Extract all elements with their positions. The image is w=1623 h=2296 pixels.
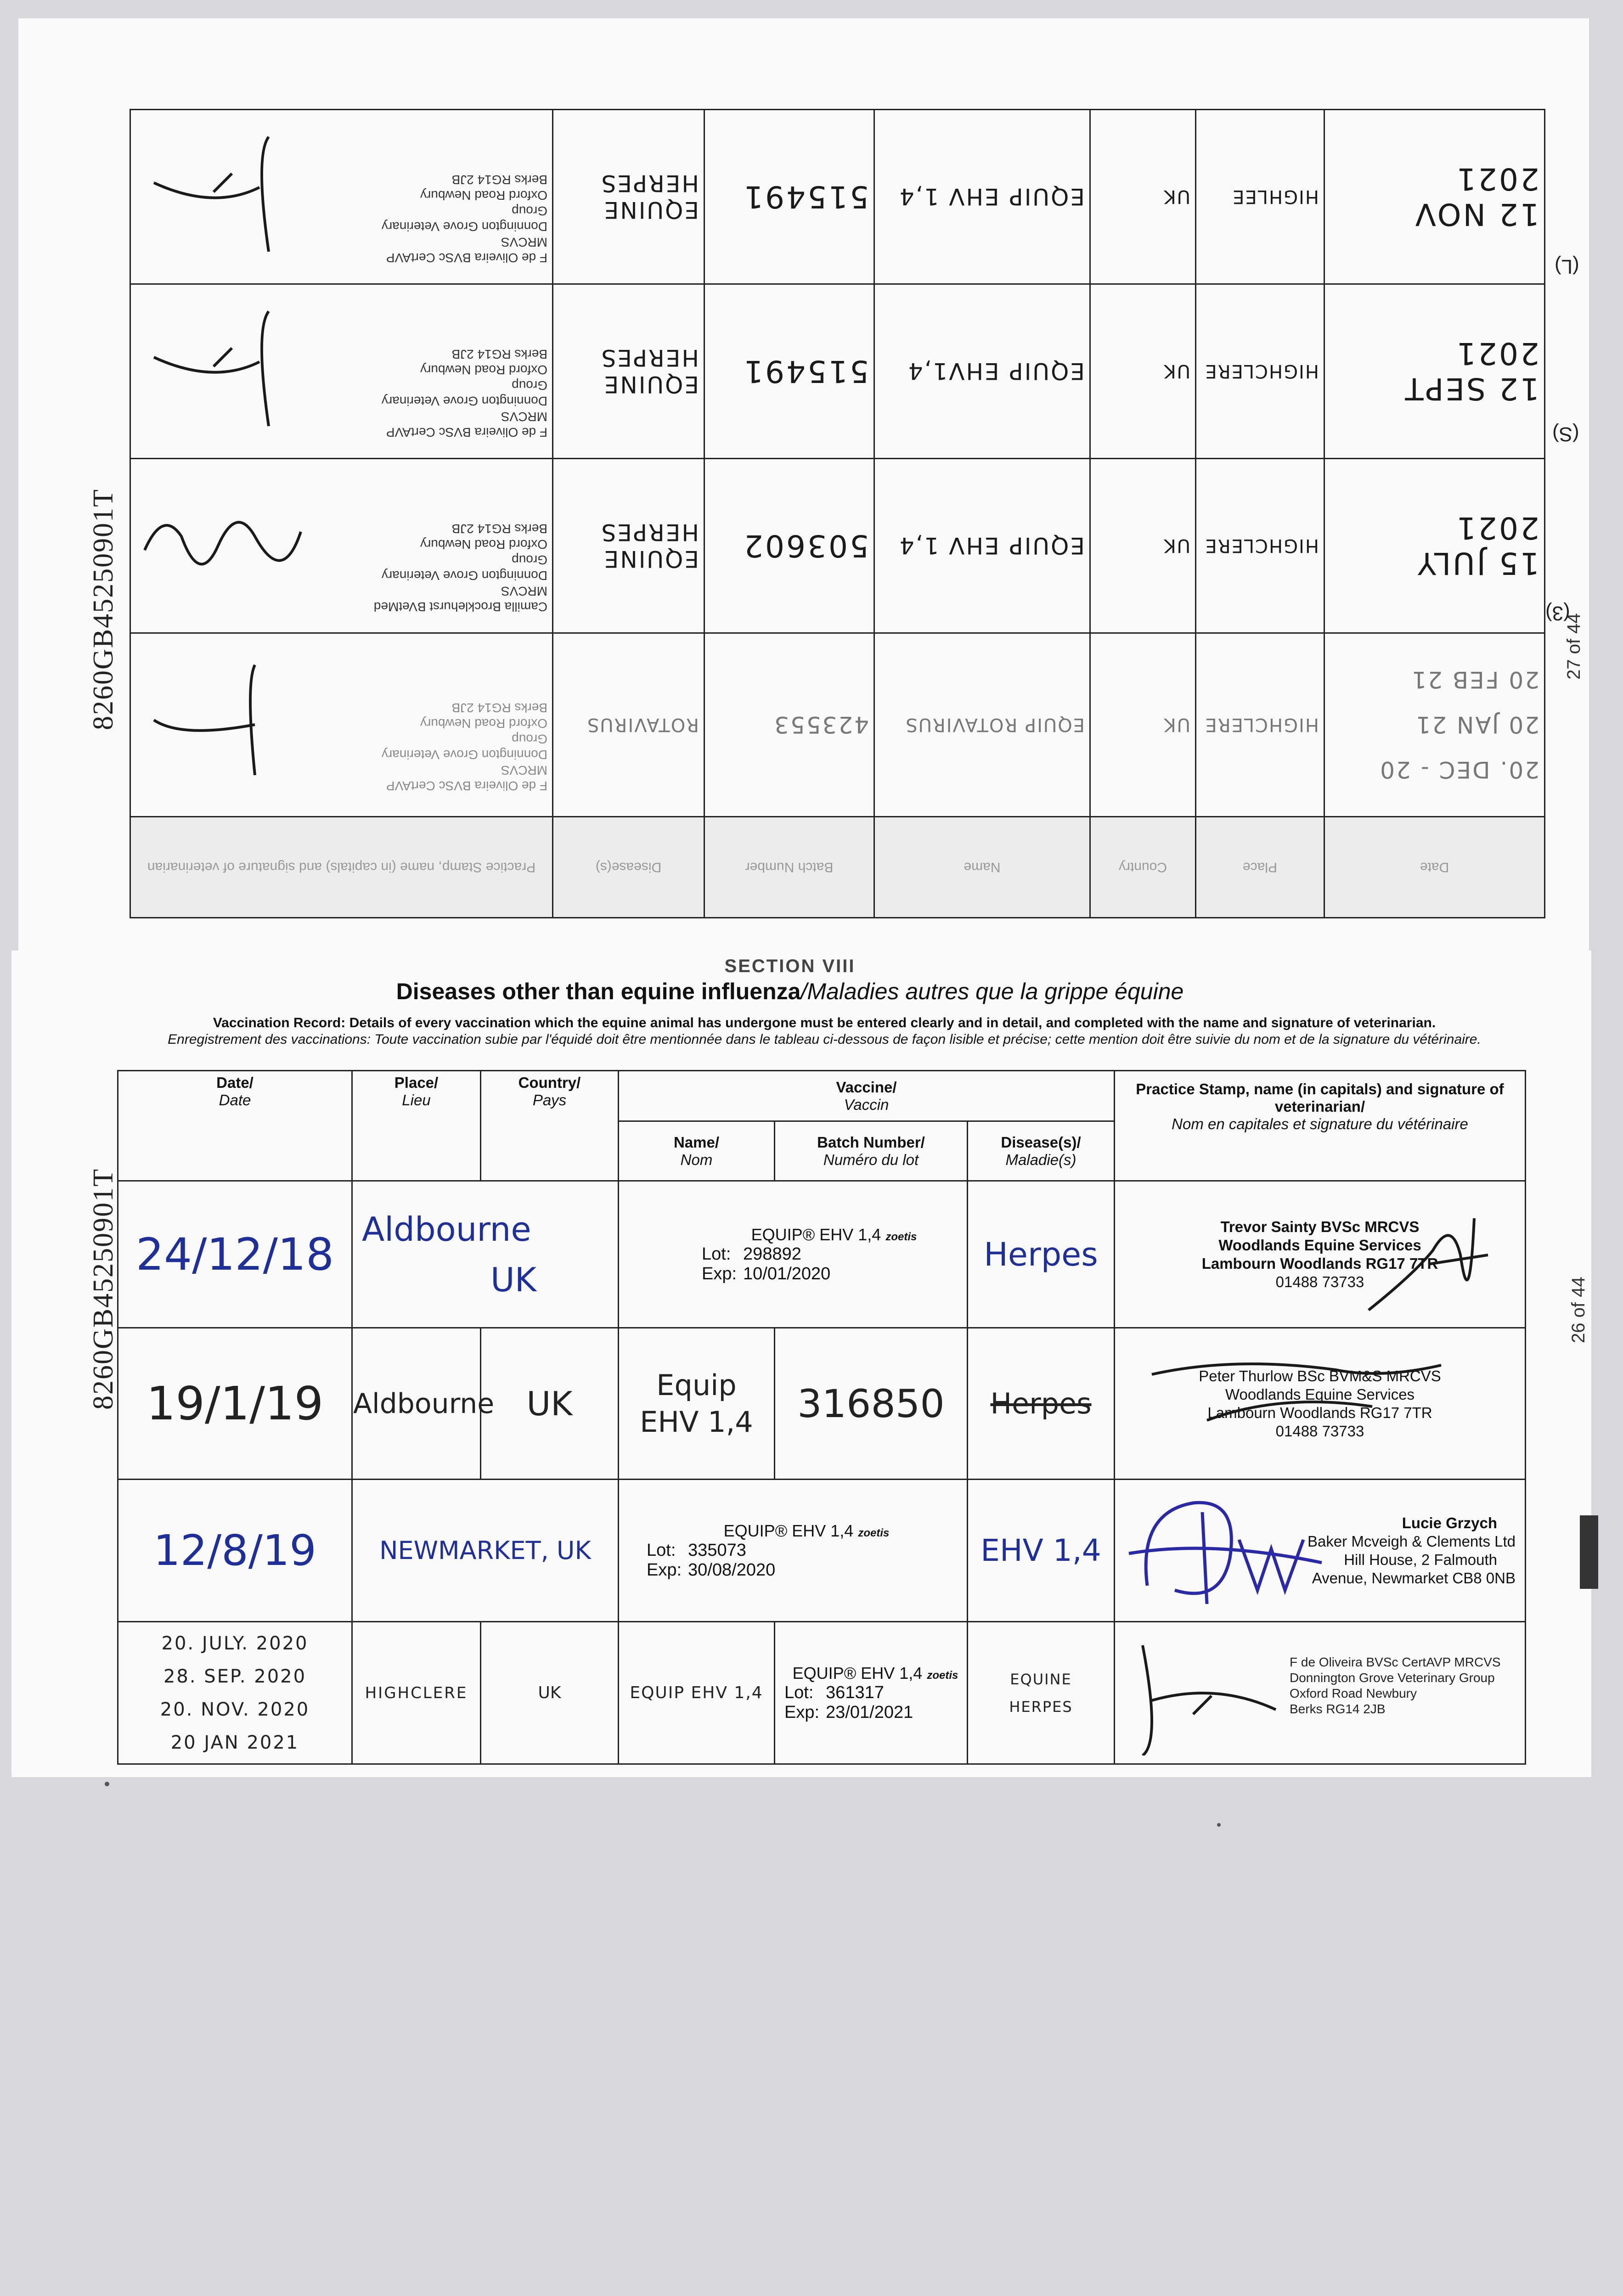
- stamp-line: Lambourn Woodlands RG17 7TR: [1201, 1255, 1438, 1272]
- stamp-line: F de Oliveira BVSc CertAVP MRCVS: [1290, 1655, 1501, 1669]
- upper-col-stamp: Practice Stamp, name (in capitals) and signature of veterinarian: [130, 817, 553, 918]
- date-line: 20. NOV. 2020: [160, 1699, 310, 1720]
- header-date-fr: Date: [219, 1092, 251, 1109]
- upper-col-batch: Batch Number: [704, 817, 874, 918]
- label-brand: EQUIP® EHV 1,4: [792, 1663, 923, 1683]
- date-cell: 24/12/18: [118, 1181, 352, 1328]
- stamp-line: Donnington Grove Veterinary Group: [1290, 1671, 1495, 1685]
- date-line: 20 FEB 21: [1410, 666, 1539, 693]
- country-cell: UK: [481, 1328, 619, 1480]
- disease-cell: EHV 1,4: [968, 1480, 1115, 1622]
- country-text: UK: [490, 1260, 536, 1299]
- header-country-fr: Pays: [532, 1092, 567, 1109]
- stamp-line: 01488 73733: [1275, 1422, 1364, 1440]
- label-maker: zoetis: [885, 1230, 917, 1243]
- batch-cell: 515491: [704, 110, 874, 284]
- upper-col-date: Date: [1324, 817, 1545, 918]
- country-cell: UK: [1090, 633, 1196, 817]
- row-label: (S): [1552, 423, 1579, 445]
- scan-speck: [1217, 1823, 1221, 1827]
- header-name-fr: Nom: [680, 1151, 713, 1168]
- stamp-line: 01488 73733: [1275, 1273, 1364, 1290]
- vaccination-row: [118, 1622, 1526, 1764]
- desc-fr: Enregistrement des vaccinations: Toute vaccination subie par l'équidé doit être mentionnée dans le tableau ci-dessous de façon lisible et précise; cette mention doit être suivie du nom et de la signature du vétérinaire.: [168, 1032, 1481, 1047]
- country-cell: UK: [481, 1622, 619, 1764]
- stamp-line: Donnington Grove Veterinary Group: [381, 553, 547, 583]
- lot-value: 298892: [743, 1244, 801, 1264]
- upper-page-number: 27 of 44: [1564, 613, 1584, 680]
- stamp-cell: [130, 459, 553, 633]
- vaccine-name-cell: EQUIP EHV 1,4: [874, 110, 1090, 284]
- lower-page-number: 26 of 44: [1568, 1277, 1589, 1343]
- disease-cell: Herpes: [968, 1181, 1115, 1328]
- stamp-line: Oxford Road Newbury: [1290, 1686, 1417, 1700]
- row-label: (L): [1555, 255, 1579, 278]
- upper-row-rotavirus: [130, 633, 1545, 817]
- label-maker: zoetis: [927, 1669, 958, 1682]
- signature: [1120, 1485, 1331, 1618]
- stamp-cell: [1115, 1480, 1526, 1622]
- stamp-line: Lucie Grzych: [1402, 1514, 1497, 1531]
- place-cell: HIGHCLERE: [1196, 633, 1324, 817]
- stamp-line: Peter Thurlow BSc BVM&S MRCVS: [1199, 1367, 1441, 1384]
- stamp-line: Oxford Road Newbury: [420, 716, 547, 731]
- header-disease: Disease(s)/: [1001, 1133, 1081, 1151]
- date-line: 20. JULY. 2020: [161, 1632, 309, 1654]
- vaccine-label-sticker: [775, 1622, 968, 1764]
- upper-col-place: Place: [1196, 817, 1324, 918]
- section-label: SECTION VIII: [724, 956, 856, 976]
- header-place-fr: Lieu: [402, 1092, 431, 1109]
- stamp-cell: [130, 633, 553, 817]
- desc-en-label: Vaccination Record:: [213, 1015, 346, 1030]
- date-cell: [118, 1622, 352, 1764]
- stamp-line: Woodlands Equine Services: [1218, 1236, 1421, 1254]
- upper-col-name: Name: [874, 817, 1090, 918]
- place-cell: HIGHCLERE: [1196, 284, 1324, 459]
- date-line: 28. SEP. 2020: [163, 1666, 307, 1687]
- date-cell: 12 NOV 2021: [1324, 110, 1545, 284]
- title-en: Diseases other than equine influenza: [396, 979, 801, 1004]
- upper-header-row: [130, 817, 1545, 918]
- stamp-line: F de Oliveira BVSc CertAVP MRCVS: [386, 763, 547, 793]
- stamp-cell: [130, 284, 553, 459]
- lot-label: Lot:: [647, 1540, 676, 1560]
- vaccine-name-cell: EQUIP EHV 1,4: [874, 459, 1090, 633]
- exp-label: Exp:: [702, 1264, 737, 1283]
- vaccination-row: [118, 1181, 1526, 1328]
- vaccine-name-cell: EQUIP EHV1,4: [874, 284, 1090, 459]
- row-label: (3): [1545, 602, 1570, 625]
- disease-cell: EQUINE HERPES: [968, 1622, 1115, 1764]
- date-line: 20 JAN 21: [1414, 711, 1539, 738]
- upper-col-disease: Disease(s): [553, 817, 704, 918]
- stamp-line: Oxford Road Newbury: [420, 537, 547, 552]
- date-cell: 19/1/19: [118, 1328, 352, 1480]
- header-row: [118, 1071, 1526, 1121]
- upper-row-3: [130, 459, 1545, 633]
- date-cell: 12 SEPT 2021: [1324, 284, 1545, 459]
- header-disease-fr: Maladie(s): [1005, 1151, 1076, 1168]
- signature: [135, 656, 273, 794]
- header-batch: Batch Number/: [817, 1133, 925, 1151]
- country-cell: UK: [1090, 459, 1196, 633]
- label-brand: EQUIP® EHV 1,4: [723, 1521, 854, 1540]
- stamp-line: Avenue, Newmarket CB8 0NB: [1312, 1569, 1516, 1587]
- desc-en: Details of every vaccination which the equine animal has undergone must be entered clearly and in detail, and completed with the name and signature of veterinarian.: [345, 1015, 1436, 1030]
- section-description: [115, 1015, 1534, 1048]
- header-name: Name/: [673, 1133, 720, 1151]
- stamp-text: [1290, 1654, 1501, 1717]
- stamp-cell: [1115, 1328, 1526, 1480]
- exp-value: 30/08/2020: [688, 1560, 776, 1580]
- country-cell: UK: [1090, 284, 1196, 459]
- vaccination-row: [118, 1328, 1526, 1480]
- header-place: Place/: [394, 1074, 439, 1091]
- date-cell: 12/8/19: [118, 1480, 352, 1622]
- header-country: Country/: [518, 1074, 581, 1091]
- upper-col-country: Country: [1090, 817, 1196, 918]
- exp-value: 10/01/2020: [743, 1264, 831, 1283]
- disease-cell: Herpes: [968, 1328, 1115, 1480]
- stamp-line: Oxford Road Newbury: [420, 363, 547, 377]
- stamp-line: Baker Mcveigh & Clements Ltd: [1307, 1532, 1516, 1550]
- scan-speck: [105, 1782, 109, 1786]
- header-vaccine: Vaccine/: [836, 1078, 897, 1096]
- vaccination-table: [117, 1070, 1526, 1765]
- disease-cell: EQUINE HERPES: [553, 110, 704, 284]
- header-stamp-fr: Nom en capitales et signature du vétérinaire: [1172, 1115, 1468, 1132]
- stamp-line: Donnington Grove Veterinary Group: [381, 378, 547, 409]
- batch-cell: 316850: [775, 1328, 968, 1480]
- upside-down-vaccination-table: [131, 110, 1545, 918]
- header-date: Date/: [216, 1074, 254, 1091]
- page-edge-tab: [1580, 1515, 1598, 1589]
- signature: [135, 128, 287, 266]
- disease-cell: ROTAVIRUS: [553, 633, 704, 817]
- header-vaccine-fr: Vaccin: [844, 1096, 889, 1113]
- stamp-line: Oxford Road Newbury: [420, 188, 547, 203]
- place-country-cell: [352, 1181, 619, 1328]
- stamp-line: Woodlands Equine Services: [1225, 1385, 1415, 1403]
- place-text: Aldbourne: [362, 1210, 531, 1249]
- stamp-line: Donnington Grove Veterinary Group: [381, 204, 547, 234]
- place-cell: HIGHLEE: [1196, 110, 1324, 284]
- header-batch-fr: Numéro du lot: [823, 1151, 919, 1168]
- place-cell: NEWMARKET, UK: [352, 1480, 619, 1622]
- signature: [1124, 1632, 1290, 1756]
- title-fr: /Maladies autres que la grippe équine: [800, 979, 1184, 1004]
- signature: [1143, 1347, 1464, 1439]
- date-cell: 15 JULY 2021: [1324, 459, 1545, 633]
- batch-cell: 503602: [704, 459, 874, 633]
- vaccination-row: [118, 1480, 1526, 1622]
- label-maker: zoetis: [858, 1526, 890, 1539]
- label-brand: EQUIP® EHV 1,4: [751, 1225, 881, 1244]
- stamp-line: Berks RG14 2JB: [451, 173, 547, 187]
- signature: [1359, 1200, 1497, 1319]
- document-code-upper: 8260GB45250901T: [88, 489, 119, 730]
- stamp-cell: [1115, 1181, 1526, 1328]
- disease-cell: EQUINE HERPES: [553, 284, 704, 459]
- country-cell: UK: [1090, 110, 1196, 284]
- lot-value: 361317: [826, 1683, 884, 1702]
- vaccine-label-sticker: [619, 1181, 968, 1328]
- stamp-line: Donnington Grove Veterinary Group: [381, 732, 547, 762]
- stamp-line: Berks RG14 2JB: [1290, 1702, 1386, 1716]
- signature: [135, 477, 310, 615]
- stamp-cell: [130, 110, 553, 284]
- batch-cell: 515491: [704, 284, 874, 459]
- vaccine-name-cell: Equip EHV 1,4: [619, 1328, 775, 1480]
- date-line: 20. DEC - 20: [1379, 756, 1539, 783]
- stamp-line: Camilla Brocklehurst BVetMed MRCVS: [373, 584, 547, 614]
- place-cell: HIGHCLERE: [352, 1622, 481, 1764]
- lot-label: Lot:: [784, 1683, 814, 1702]
- stamp-line: Berks RG14 2JB: [451, 347, 547, 362]
- upper-row-2: [130, 284, 1545, 459]
- stamp-cell: [1115, 1622, 1526, 1764]
- vaccine-label-sticker: [619, 1480, 968, 1622]
- date-line: 20 JAN 2021: [170, 1732, 299, 1753]
- vaccine-name-cell: EQUIP EHV 1,4: [619, 1622, 775, 1764]
- stamp-line: F de Oliveira BVSc CertAVP MRCVS: [386, 235, 547, 265]
- stamp-line: Hill House, 2 Falmouth: [1344, 1551, 1497, 1568]
- signature: [135, 303, 287, 440]
- stamp-line: Berks RG14 2JB: [451, 522, 547, 536]
- section-title: [0, 978, 1580, 1005]
- lot-value: 335073: [688, 1540, 746, 1560]
- lot-label: Lot:: [702, 1244, 731, 1264]
- stamp-line: Lambourn Woodlands RG17 7TR: [1207, 1404, 1432, 1421]
- document-code-lower: 8260GB45250901T: [88, 1168, 119, 1410]
- exp-value: 23/01/2021: [826, 1702, 913, 1722]
- place-cell: HIGHCLERE: [1196, 459, 1324, 633]
- vaccine-name-cell: EQUIP ROTAVIRUS: [874, 633, 1090, 817]
- stamp-line: F de Oliveira BVSc CertAVP MRCVS: [386, 410, 547, 440]
- batch-cell: 423553: [704, 633, 874, 817]
- header-stamp: Practice Stamp, name (in capitals) and signature of veterinarian/: [1136, 1080, 1504, 1115]
- upper-row-1: [130, 110, 1545, 284]
- exp-label: Exp:: [784, 1702, 820, 1722]
- stamp-line: Trevor Sainty BVSc MRCVS: [1220, 1218, 1420, 1235]
- place-cell: Aldbourne: [352, 1328, 481, 1480]
- stamp-line: Berks RG14 2JB: [451, 701, 547, 715]
- exp-label: Exp:: [647, 1560, 682, 1580]
- disease-cell: EQUINE HERPES: [553, 459, 704, 633]
